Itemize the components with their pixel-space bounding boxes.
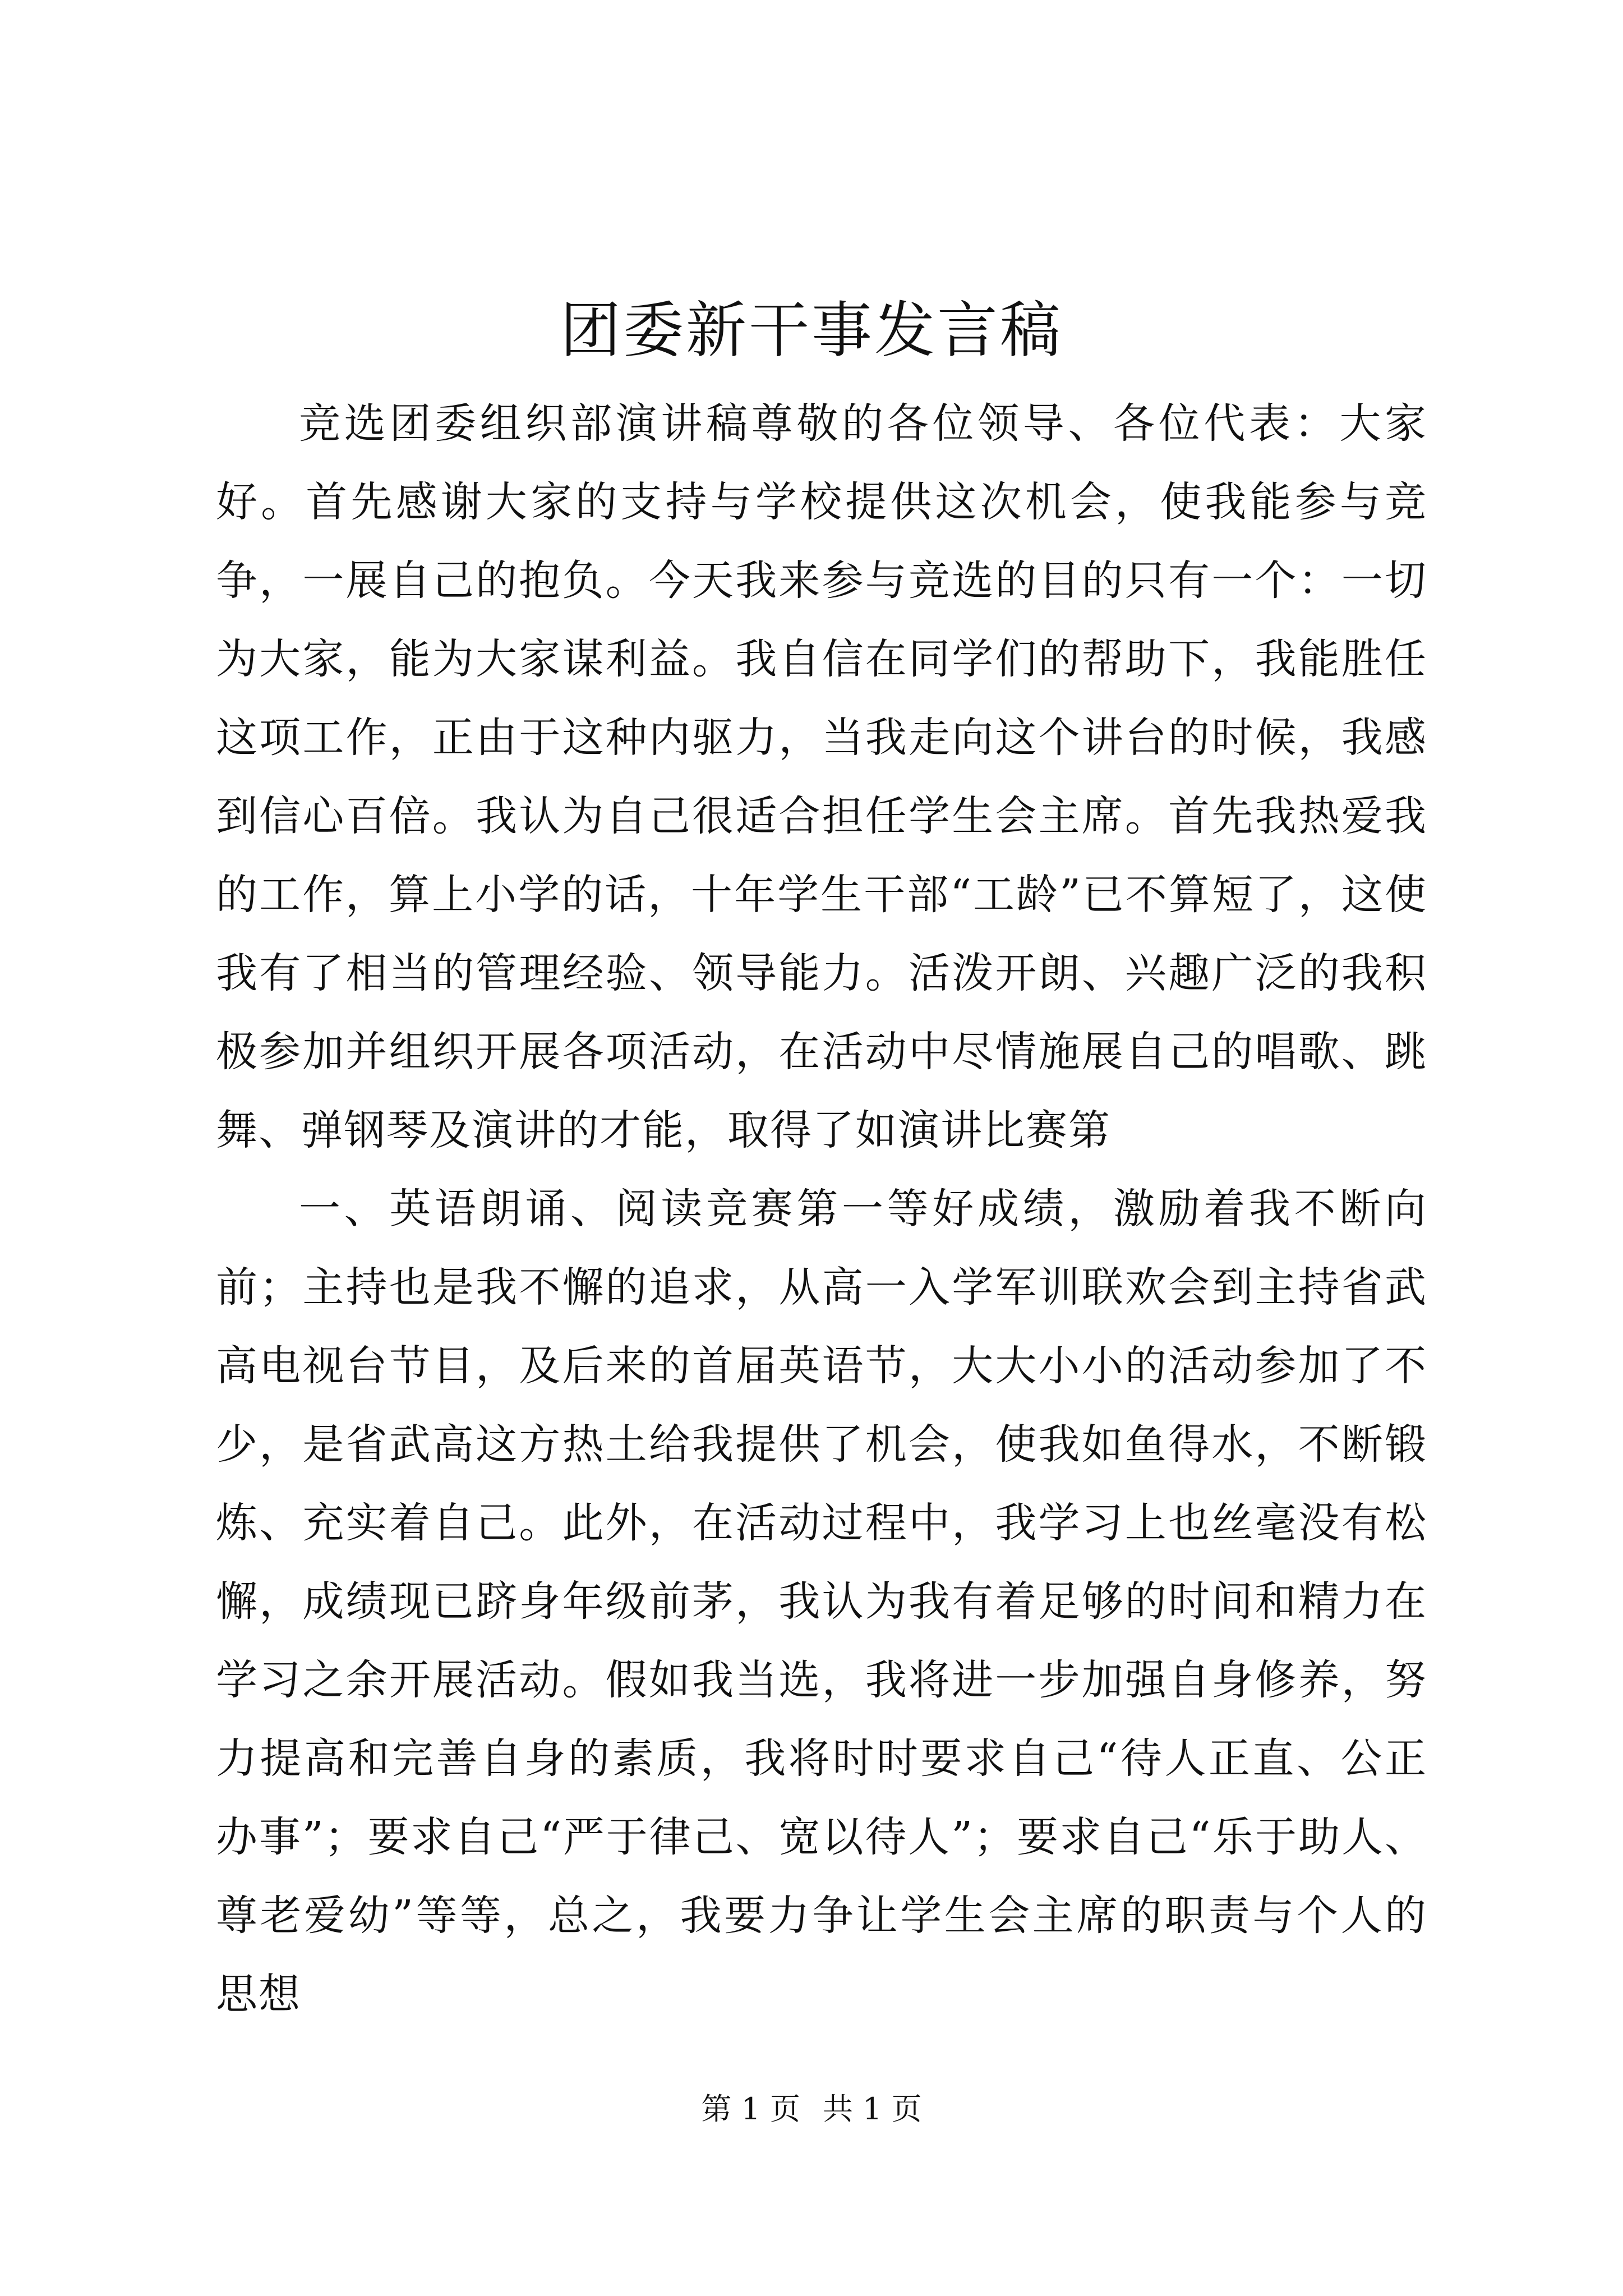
body-paragraph: 竞选团委组织部演讲稿尊敬的各位领导、各位代表：大家好。首先感谢大家的支持与学校提供这次机会，使我能参与竞争，一展自己的抱负。今天我来参与竞选的目的只有一个：一切为大家，能为大家谋利益。我自信在同学们的帮助下，我能胜任这项工作，正由于这种内驱力，当我走向这个讲台的时候，我感到信心百倍。我认为自己很适合担任学生会主席。首先我热爱我的工作，算上小学的话，十年学生干部“工龄”已不算短了，这使我有了相当的管理经验、领导能力。活泼开朗、兴趣广泛的我积极参加并组织开展各项活动，在活动中尽情施展自己的唱歌、跳舞、弹钢琴及演讲的才能，取得了如演讲比赛第 xyxy=(216,399,1427,1154)
page-total: 共 1 页 xyxy=(823,2091,922,2127)
page-footer xyxy=(0,2090,1623,2129)
page-number: 第 1 页 xyxy=(701,2091,800,2127)
body-paragraph: 一、英语朗诵、阅读竞赛第一等好成绩，激励着我不断向前；主持也是我不懈的追求，从高一入学军训联欢会到主持省武高电视台节目，及后来的首届英语节，大大小小的活动参加了不少，是省武高这方热土给我提供了机会，使我如鱼得水，不断锻炼、充实着自己。此外，在活动过程中，我学习上也丝毫没有松懈，成绩现已跻身年级前茅，我认为我有着足够的时间和精力在学习之余开展活动。假如我当选，我将进一步加强自身修养，努力提高和完善自身的素质，我将时时要求自己“待人正直、公正办事”；要求自己“严于律己、宽以待人”；要求自己“乐于助人、尊老爱幼”等等，总之，我要力争让学生会主席的职责与个人的思想 xyxy=(216,1185,1427,2018)
document-title: 团委新干事发言稿 xyxy=(560,296,1063,366)
document-body xyxy=(216,384,1427,2033)
